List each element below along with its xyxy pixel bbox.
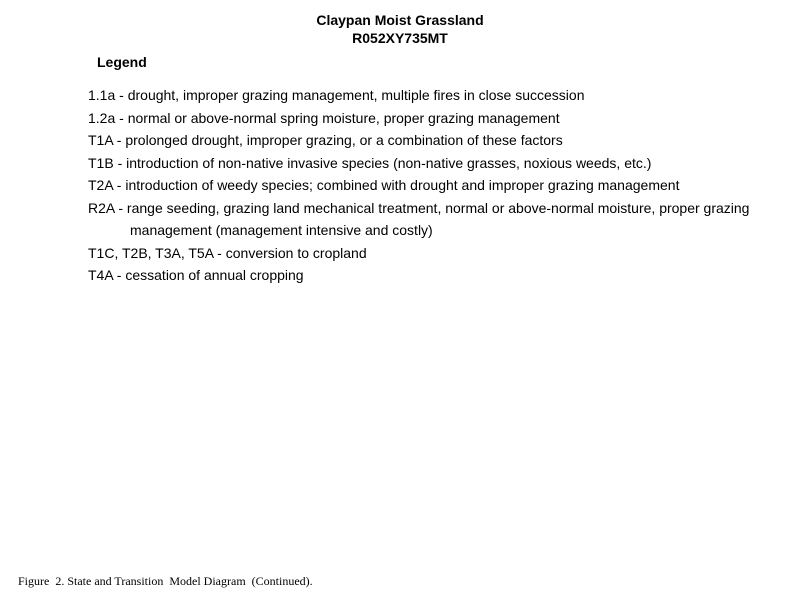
legend-description: range seeding, grazing land mechanical treatment, normal or above-normal moisture, proper grazing management (management intensive and costly) bbox=[126, 199, 750, 238]
legend-code: T2A - bbox=[88, 177, 125, 193]
legend-item bbox=[88, 242, 768, 265]
legend-description: drought, improper grazing management, multiple fires in close succession bbox=[127, 87, 585, 103]
page-title: Claypan Moist Grassland bbox=[316, 12, 484, 28]
legend-code: T1C, T2B, T3A, T5A - bbox=[88, 245, 226, 261]
legend-code: R2A - bbox=[88, 200, 127, 216]
legend-description: introduction of weedy species; combined with drought and improper grazing management bbox=[125, 177, 680, 193]
legend-description: normal or above-normal spring moisture, proper grazing management bbox=[127, 109, 560, 126]
legend-item bbox=[88, 197, 768, 242]
figure-caption: Figure 2. State and Transition Model Diagram (Continued). bbox=[18, 574, 313, 588]
legend-description: introduction of non-native invasive species (non-native grasses, noxious weeds, etc.) bbox=[126, 154, 652, 171]
legend-code: T4A - bbox=[88, 267, 125, 283]
legend-code: 1.2a - bbox=[88, 110, 128, 126]
legend-item bbox=[88, 129, 768, 152]
legend-heading: Legend bbox=[97, 54, 147, 70]
legend-item bbox=[88, 84, 768, 107]
legend-item bbox=[88, 152, 768, 175]
legend-list bbox=[88, 84, 768, 287]
legend-code: T1B - bbox=[88, 155, 126, 171]
legend-description: prolonged drought, improper grazing, or a combination of these factors bbox=[125, 132, 563, 148]
legend-item bbox=[88, 174, 768, 197]
legend-description: cessation of annual cropping bbox=[125, 267, 304, 283]
legend-item bbox=[88, 264, 768, 287]
site-id: R052XY735MT bbox=[352, 30, 448, 46]
legend-description: conversion to cropland bbox=[225, 244, 367, 261]
legend-item bbox=[88, 107, 768, 130]
legend-code: 1.1a - bbox=[88, 87, 128, 103]
legend-code: T1A - bbox=[88, 132, 125, 148]
